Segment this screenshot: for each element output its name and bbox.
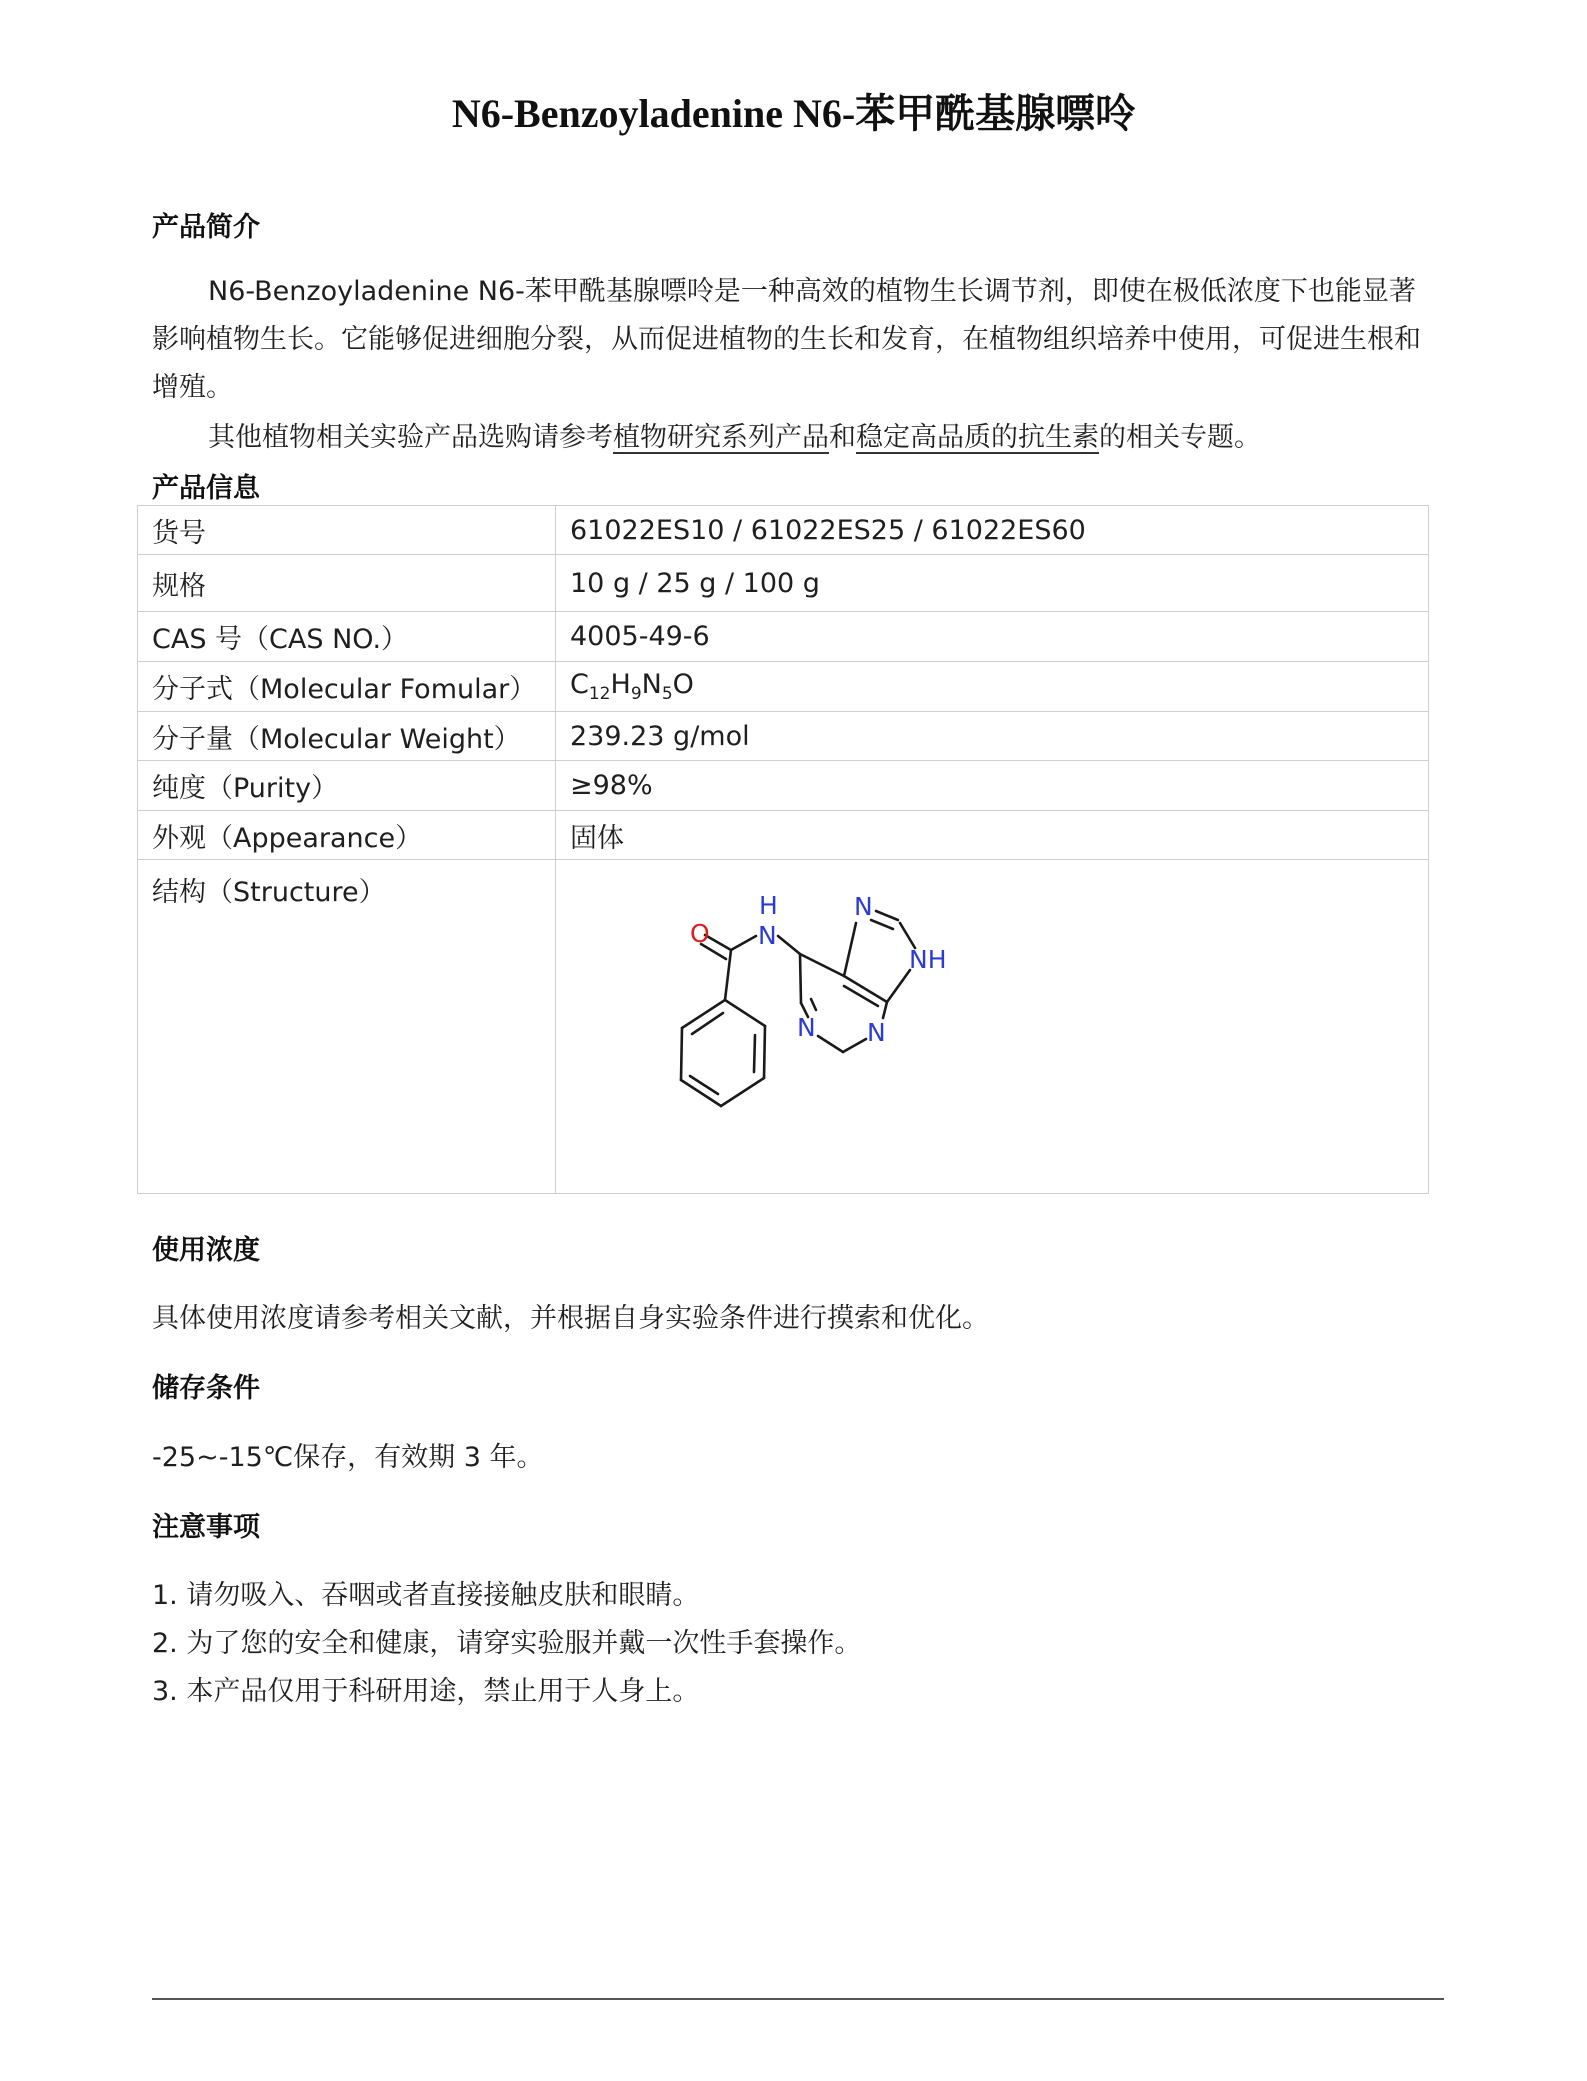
row-key: CAS 号（CAS NO.）: [138, 612, 556, 662]
note-item: 1. 请勿吸入、吞咽或者直接接触皮肤和眼睛。: [152, 1580, 700, 1611]
row-value: 10 g / 25 g / 100 g: [556, 555, 1429, 612]
table-row: [138, 506, 1429, 555]
hydrogen-atom: H: [759, 891, 778, 920]
storage-heading: 储存条件: [152, 1373, 260, 1404]
row-value: 239.23 g/mol: [556, 712, 1429, 761]
bond: [811, 999, 816, 1010]
concentration-heading: 使用浓度: [152, 1235, 260, 1266]
antibiotics-link[interactable]: 稳定高品质的抗生素: [856, 422, 1099, 453]
related-suffix: 的相关专题。: [1099, 422, 1261, 453]
bond: [681, 1028, 682, 1080]
table-row: [138, 811, 1429, 860]
notes-heading: 注意事项: [152, 1512, 260, 1543]
row-key: 外观（Appearance）: [138, 811, 556, 860]
table-row: [138, 761, 1429, 811]
structure-cell: [556, 860, 1429, 1194]
row-value: 固体: [556, 811, 1429, 860]
bond: [843, 1039, 866, 1052]
formula-h-count: 9: [630, 684, 642, 704]
oxygen-atom: O: [690, 919, 710, 948]
molecular-formula: [556, 662, 1429, 712]
bond: [883, 1002, 887, 1018]
storage-text: -25~-15℃保存，有效期 3 年。: [152, 1442, 544, 1473]
note-item: 3. 本产品仅用于科研用途，禁止用于人身上。: [152, 1676, 700, 1707]
bond: [692, 1013, 723, 1034]
bond: [764, 1026, 765, 1078]
amide-nitrogen-atom: N: [758, 921, 777, 950]
row-value: ≥98%: [556, 761, 1429, 811]
product-info-table: [137, 505, 1429, 1194]
table-row: [138, 712, 1429, 761]
page-title: N6-Benzoyladenine N6-苯甲酰基腺嘌呤: [451, 91, 1136, 136]
formula-c-count: 12: [588, 684, 611, 704]
nitrogen-atom: N: [854, 892, 873, 921]
bond: [690, 1076, 718, 1094]
table-row: [138, 662, 1429, 712]
related-prefix: 其他植物相关实验产品选购请参考: [208, 422, 613, 453]
plant-research-link[interactable]: 植物研究系列产品: [613, 422, 829, 453]
related-mid: 和: [829, 422, 856, 453]
bond: [778, 936, 800, 954]
nh-group: NH: [909, 945, 947, 974]
bond: [844, 923, 856, 976]
row-key: 分子式（Molecular Fomular）: [138, 662, 556, 712]
table-row: [138, 860, 1429, 1194]
bond: [844, 986, 878, 1006]
bond: [818, 1036, 843, 1052]
chemical-structure-image: [630, 878, 1050, 1178]
formula-n: N: [641, 669, 662, 700]
bond: [725, 1000, 765, 1026]
formula-h: H: [610, 669, 631, 700]
footer-divider: [152, 1998, 1444, 2000]
nitrogen-atom: N: [797, 1013, 816, 1042]
row-key: 货号: [138, 506, 556, 555]
bond: [682, 1000, 725, 1028]
bond: [876, 911, 898, 920]
bond: [800, 954, 801, 1003]
table-row: [138, 555, 1429, 612]
bond: [871, 920, 893, 929]
formula-n-count: 5: [661, 684, 673, 704]
formula-c: C: [570, 669, 589, 700]
note-item: 2. 为了您的安全和健康，请穿实验服并戴一次性手套操作。: [152, 1628, 862, 1659]
bond: [800, 954, 844, 976]
bond: [754, 1035, 755, 1072]
intro-heading: 产品简介: [152, 212, 260, 243]
formula-o: O: [672, 669, 694, 700]
row-key: 规格: [138, 555, 556, 612]
table-row: [138, 612, 1429, 662]
concentration-text: 具体使用浓度请参考相关文献，并根据自身实验条件进行摸索和优化。: [152, 1303, 989, 1334]
bond: [731, 936, 756, 950]
nitrogen-atom: N: [867, 1018, 886, 1047]
bond: [721, 1078, 764, 1106]
row-key: 分子量（Molecular Weight）: [138, 712, 556, 761]
row-value: 4005-49-6: [556, 612, 1429, 662]
bond: [887, 970, 910, 1002]
intro-paragraph: N6-Benzoyladenine N6-苯甲酰基腺嘌呤是一种高效的植物生长调节剂，即使在极低浓度下也能显著影响植物生长。它能够促进细胞分裂，从而促进植物的生长和发育，在植物组织培养中使用，可促进生根和增殖。: [152, 276, 1421, 403]
row-key: 纯度（Purity）: [138, 761, 556, 811]
row-value: 61022ES10 / 61022ES25 / 61022ES60: [556, 506, 1429, 555]
intro-related-paragraph: [152, 414, 1442, 462]
row-key: 结构（Structure）: [138, 860, 556, 1194]
info-heading: 产品信息: [152, 473, 260, 504]
